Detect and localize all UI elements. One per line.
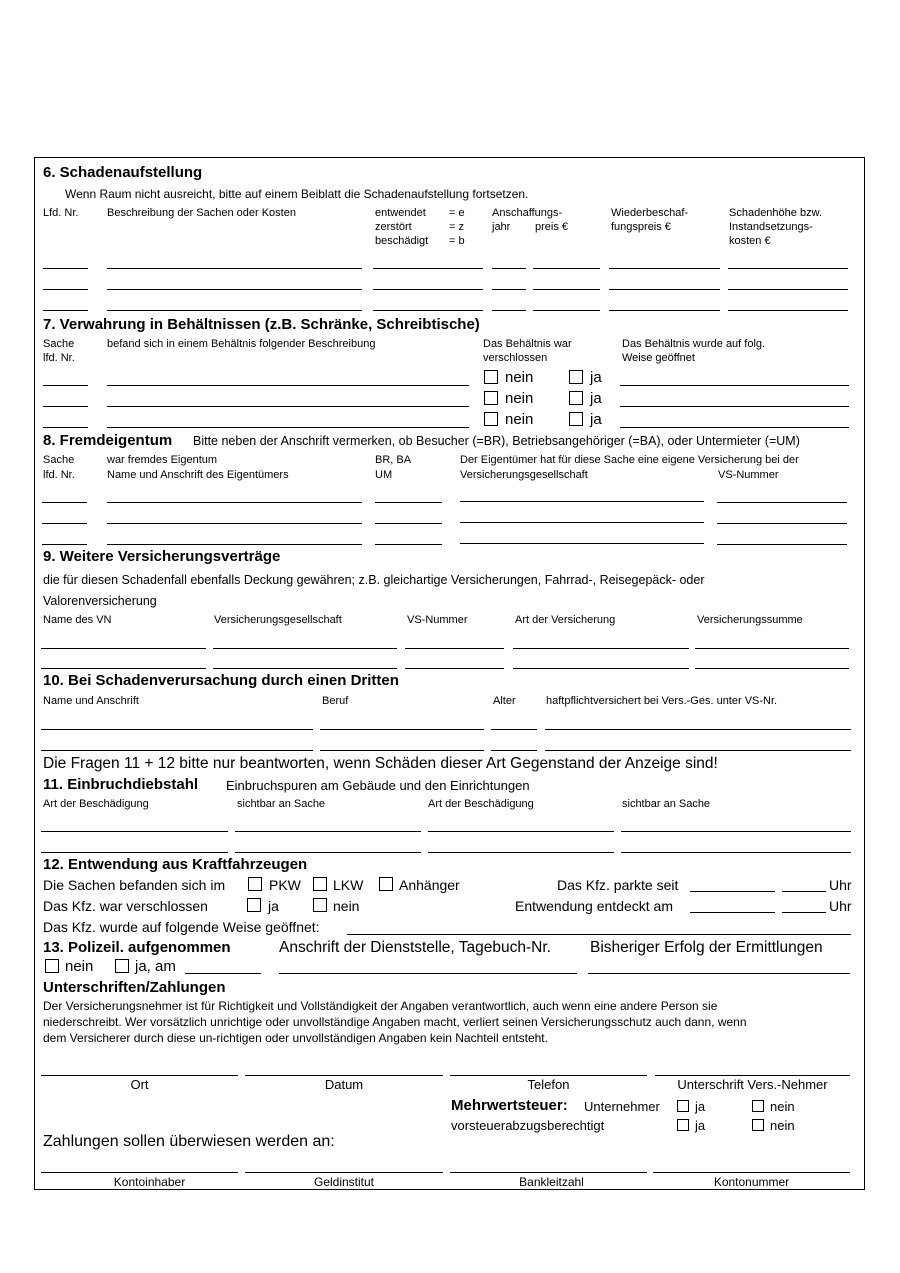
s7-col-geoeffnet-2: Weise geöffnet — [622, 352, 695, 364]
section-8-subtitle: Bitte neben der Anschrift vermerken, ob Besucher (=BR), Betriebsangehöriger (=BA), oder Untermieter (=UM) — [193, 434, 800, 448]
polizei-ja-label: ja, am — [135, 958, 176, 975]
s11-col-sichtbar-2: sichtbar an Sache — [622, 798, 711, 810]
s7-col-geoeffnet: Das Behältnis wurde auf folg. — [622, 338, 766, 350]
code-e: = e — [449, 207, 465, 219]
s12-verschlossen-label: Das Kfz. war verschlossen — [43, 898, 208, 914]
polizei-nein-checkbox[interactable] — [45, 959, 59, 973]
telefon-field[interactable] — [450, 1075, 647, 1076]
s7-nein-checkbox[interactable] — [484, 370, 498, 384]
section-13-title: 13. Polizeil. aufgenommen — [43, 939, 231, 956]
section-10-title: 10. Bei Schadenverursachung durch einen Dritten — [43, 672, 399, 689]
code-b: = b — [449, 235, 465, 247]
kfz-ja-checkbox[interactable] — [247, 898, 261, 912]
col-jahr: jahr — [492, 221, 511, 233]
col-wiederbeschaffung: Wiederbeschaf- — [611, 207, 689, 219]
s7-ja-label: ja — [590, 390, 602, 407]
vorsteuer-label: vorsteuerabzugsberechtigt — [451, 1118, 605, 1133]
col-schadenhoehe-2: Instandsetzungs- — [729, 221, 813, 233]
ort-label: Ort — [130, 1077, 149, 1092]
entdeckt-date-field[interactable] — [690, 912, 775, 913]
parkte-label: Das Kfz. parkte seit — [557, 877, 679, 893]
telefon-label: Telefon — [527, 1077, 570, 1092]
uhr-label-2: Uhr — [829, 898, 852, 914]
s12-geoeffnet-label: Das Kfz. wurde auf folgende Weise geöffnet: — [43, 919, 320, 935]
s7-ja-label: ja — [590, 369, 602, 386]
kontonummer-field[interactable] — [653, 1172, 850, 1173]
s10-col-beruf: Beruf — [322, 695, 349, 707]
col-schadenhoehe: Schadenhöhe bzw. — [729, 207, 822, 219]
polizei-nein-label: nein — [65, 958, 94, 975]
mwst-nein-label: nein — [770, 1099, 795, 1114]
s8-col-fremd-2: Name und Anschrift des Eigentümers — [107, 469, 289, 481]
s12-geoeffnet-field[interactable] — [347, 934, 851, 935]
s7-ja-label: ja — [590, 411, 602, 428]
signatures-text: Der Versicherungsnehmer ist für Richtigkeit und Vollständigkeit der Angaben verantwortlich, auch wenn eine andere Person sie — [43, 999, 718, 1013]
s7-nein-label: nein — [505, 369, 534, 386]
s8-col-fremd: war fremdes Eigentum — [107, 454, 218, 466]
s10-col-haftpflicht: haftpflichtversichert bei Vers.-Ges. unter VS-Nr. — [546, 695, 778, 707]
section-11-subtitle: Einbruchspuren am Gebäude und den Einrichtungen — [226, 778, 530, 793]
s7-nein-label: nein — [505, 411, 534, 428]
col-schadenhoehe-3: kosten € — [729, 235, 771, 247]
s9-col-art: Art der Versicherung — [515, 614, 616, 626]
mwst-ja-checkbox[interactable] — [677, 1100, 689, 1112]
col-entwendet: entwendet — [375, 207, 426, 219]
kontoinhaber-label: Kontoinhaber — [113, 1175, 186, 1189]
s7-col-verschlossen-2: verschlossen — [483, 352, 548, 364]
lkw-checkbox[interactable] — [313, 877, 327, 891]
pkw-checkbox[interactable] — [248, 877, 262, 891]
s9-col-vs: VS-Nummer — [407, 614, 468, 626]
mwst-label: Mehrwertsteuer: — [451, 1097, 568, 1114]
unternehmer-label: Unternehmer — [584, 1099, 660, 1114]
section-8-title: 8. Fremdeigentum — [43, 432, 173, 449]
vorsteuer-nein-label: nein — [770, 1118, 795, 1133]
zahlungen-label: Zahlungen sollen überwiesen werden an: — [43, 1133, 335, 1150]
col-preis: preis € — [535, 221, 569, 233]
kontonummer-label: Kontonummer — [713, 1175, 790, 1189]
parkte-time-field[interactable] — [782, 891, 826, 892]
kfz-ja-label: ja — [268, 898, 279, 914]
pkw-label: PKW — [269, 877, 301, 893]
s7-nein-checkbox[interactable] — [484, 391, 498, 405]
datum-field[interactable] — [245, 1075, 443, 1076]
polizei-ja-checkbox[interactable] — [115, 959, 129, 973]
s10-col-alter: Alter — [493, 695, 516, 707]
section-9-title: 9. Weitere Versicherungsverträge — [43, 548, 281, 565]
anhaenger-label: Anhänger — [399, 877, 460, 893]
bankleitzahl-field[interactable] — [450, 1172, 647, 1173]
kfz-nein-checkbox[interactable] — [313, 898, 327, 912]
s7-col-verschlossen: Das Behältnis war — [483, 338, 572, 350]
s8-col-lfd: lfd. Nr. — [43, 469, 75, 481]
col-beschreibung: Beschreibung der Sachen oder Kosten — [107, 207, 296, 219]
s8-col-eigen: Der Eigentümer hat für diese Sache eine eigene Versicherung bei der — [460, 454, 799, 466]
ermittlungen-field[interactable] — [588, 973, 850, 974]
mwst-ja-label: ja — [695, 1099, 706, 1114]
section-6-title: 6. Schadenaufstellung — [43, 164, 203, 181]
section-12-title: 12. Entwendung aus Kraftfahrzeugen — [43, 856, 308, 873]
s11-col-art: Art der Beschädigung — [43, 798, 149, 810]
s7-col-befand: befand sich in einem Behältnis folgender Beschreibung — [107, 338, 376, 350]
s11-col-sichtbar: sichtbar an Sache — [237, 798, 326, 810]
dienststelle-field[interactable] — [279, 973, 577, 974]
section-11-title: 11. Einbruchdiebstahl — [43, 776, 199, 793]
entdeckt-label: Entwendung entdeckt am — [515, 898, 673, 914]
s8-col-sache: Sache — [43, 454, 75, 466]
unterschrift-label: Unterschrift Vers.-Nehmer — [677, 1077, 828, 1092]
col-anschaffung: Anschaffungs- — [492, 207, 563, 219]
vorsteuer-nein-checkbox[interactable] — [752, 1119, 764, 1131]
code-z: = z — [449, 221, 464, 233]
s9-col-gesellschaft: Versicherungsgesellschaft — [214, 614, 342, 626]
signatures-title: Unterschriften/Zahlungen — [43, 979, 226, 996]
s11-col-art-2: Art der Beschädigung — [428, 798, 534, 810]
signatures-text-3: dem Versicherer durch diese un-richtigen oder unvollständigen Angaben kein Nachteil entsteht. — [43, 1031, 548, 1045]
polizei-datum-field[interactable] — [185, 973, 261, 974]
s10-col-name: Name und Anschrift — [43, 695, 139, 707]
vorsteuer-ja-label: ja — [695, 1118, 706, 1133]
geldinstitut-field[interactable] — [245, 1172, 443, 1173]
col-beschaedigt: beschädigt — [375, 235, 429, 247]
s7-nein-checkbox[interactable] — [484, 412, 498, 426]
s13-anschrift-label: Anschrift der Dienststelle, Tagebuch-Nr. — [279, 939, 551, 956]
datum-label: Datum — [324, 1077, 364, 1092]
s8-col-um: UM — [375, 469, 393, 481]
s9-col-summe: Versicherungssumme — [697, 614, 803, 626]
entdeckt-time-field[interactable] — [782, 912, 826, 913]
section-7-title: 7. Verwahrung in Behältnissen (z.B. Schränke, Schreibtische) — [43, 316, 480, 333]
s7-col-sache: Sache — [43, 338, 75, 350]
s7-nein-label: nein — [505, 390, 534, 407]
s7-ja-checkbox[interactable] — [569, 412, 583, 426]
s13-erfolg-label: Bisheriger Erfolg der Ermittlungen — [590, 939, 823, 956]
notice-11-12: Die Fragen 11 + 12 bitte nur beantworten, wenn Schäden dieser Art Gegenstand der Anzeige sind! — [43, 755, 718, 772]
kontoinhaber-field[interactable] — [41, 1172, 238, 1173]
geldinstitut-label: Geldinstitut — [313, 1175, 375, 1189]
section-9-desc: die für diesen Schadenfall ebenfalls Deckung gewähren; z.B. gleichartige Versicherungen, Fahrrad-, Reisegepäck- oder — [43, 573, 705, 587]
col-lfd-nr: Lfd. Nr. — [43, 207, 79, 219]
s8-col-vs: VS-Nummer — [718, 469, 779, 481]
col-wiederbeschaffung-2: fungspreis € — [611, 221, 671, 233]
anhaenger-checkbox[interactable] — [379, 877, 393, 891]
lkw-label: LKW — [333, 877, 364, 893]
kfz-nein-label: nein — [333, 898, 360, 914]
mwst-nein-checkbox[interactable] — [752, 1100, 764, 1112]
uhr-label: Uhr — [829, 877, 852, 893]
ort-field[interactable] — [41, 1075, 238, 1076]
bankleitzahl-label: Bankleitzahl — [519, 1175, 584, 1189]
col-zerstoert: zerstört — [375, 221, 412, 233]
vorsteuer-ja-checkbox[interactable] — [677, 1119, 689, 1131]
s9-col-name: Name des VN — [43, 614, 112, 626]
s8-col-eigen-2: Versicherungsgesellschaft — [460, 469, 588, 481]
unterschrift-field[interactable] — [655, 1075, 850, 1076]
section-9-desc-2: Valorenversicherung — [43, 594, 157, 608]
s8-col-br: BR, BA — [375, 454, 412, 466]
section-6-note: Wenn Raum nicht ausreicht, bitte auf einem Beiblatt die Schadenaufstellung fortsetzen. — [65, 187, 529, 201]
s7-col-lfd: lfd. Nr. — [43, 352, 75, 364]
s12-befanden-label: Die Sachen befanden sich im — [43, 877, 226, 893]
s7-ja-checkbox[interactable] — [569, 391, 583, 405]
parkte-date-field[interactable] — [690, 891, 775, 892]
s7-ja-checkbox[interactable] — [569, 370, 583, 384]
signatures-text-2: niederschreibt. Wer vorsätzlich unrichtige oder unvollständige Angaben macht, verliert seinen Versicherungsschutz auch dann, wenn — [43, 1015, 747, 1029]
